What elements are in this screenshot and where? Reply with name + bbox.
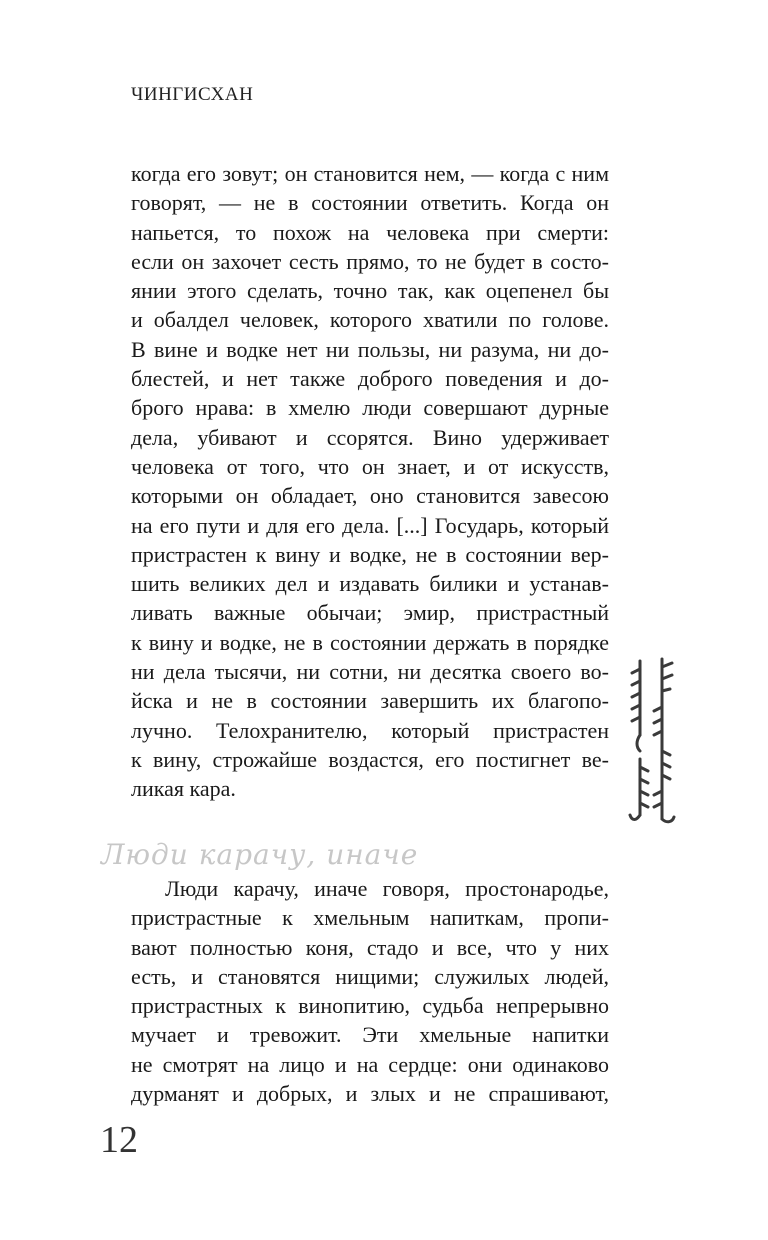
text-line: брого нрава: в хмелю люди совершают дурные — [131, 395, 609, 421]
section-heading: Люди карачу, иначе — [101, 838, 419, 871]
text-line: если он захочет сесть прямо, то не будет в состо- — [131, 248, 609, 274]
text-line: ливать важные обычаи; эмир, пристрастный — [131, 600, 609, 626]
text-line: йска и не в состоянии завершить их благопо- — [131, 688, 609, 714]
text-line: есть, и становятся нищими; служилых людей, — [131, 963, 609, 989]
text-line: В вине и водке нет ни пользы, ни разума, ни до- — [131, 336, 609, 362]
text-line: янии этого сделать, точно так, как оцепенел бы — [131, 278, 609, 304]
text-line: которыми он обладает, оно становится завесою — [131, 483, 609, 509]
text-line: не смотрят на лицо и на сердце: они одинаково — [131, 1051, 609, 1077]
page-number: 12 — [100, 1119, 138, 1161]
text-line: напьется, то похож на человека при смерти: — [131, 219, 609, 245]
text-line: пристрастен к вину и водке, не в состоянии вер- — [131, 541, 609, 567]
text-line: к вину и водке, не в состоянии держать в порядке — [131, 629, 609, 655]
text-line: ликая кара. — [131, 776, 236, 802]
text-line: дурманят и добрых, и злых и не спрашивают, — [131, 1081, 609, 1107]
text-line: дела, убивают и ссорятся. Вино удерживает — [131, 424, 609, 450]
text-line: говорят, — не в состоянии ответить. Когда он — [131, 190, 609, 216]
running-head: ЧИНГИСХАН — [131, 84, 254, 105]
text-line: на его пути и для его дела. [...] Государь, который — [131, 512, 609, 538]
text-line: вают полностью коня, стадо и все, что у них — [131, 934, 609, 960]
text-line: к вину, строжайше воздастся, его постигнет ве- — [131, 746, 609, 772]
vertical-mongolian-script-icon — [626, 655, 680, 827]
text-line: пристрастные к хмельным напиткам, пропи- — [131, 905, 609, 931]
text-line: человека от того, что он знает, и от искусств, — [131, 453, 609, 479]
text-line: когда его зовут; он становится нем, — когда с ним — [131, 161, 609, 186]
text-line: шить великих дел и издавать билики и устанав- — [131, 571, 609, 597]
text-line: и обалдел человек, которого хватили по голове. — [131, 307, 609, 333]
text-line: лучно. Телохранителю, который пристрастен — [131, 717, 609, 743]
paragraph-second — [131, 874, 609, 1108]
text-line: пристрастных к винопитию, судьба непрерывно — [131, 993, 609, 1019]
paragraph-main — [131, 159, 609, 804]
text-line: Люди карачу, иначе говоря, простонародье, — [165, 876, 609, 901]
text-line: мучает и тревожит. Эти хмельные напитки — [131, 1022, 609, 1048]
text-line: ни дела тысячи, ни сотни, ни десятка своего во- — [131, 659, 609, 685]
text-line: блестей, и нет также доброго поведения и до- — [131, 366, 609, 392]
